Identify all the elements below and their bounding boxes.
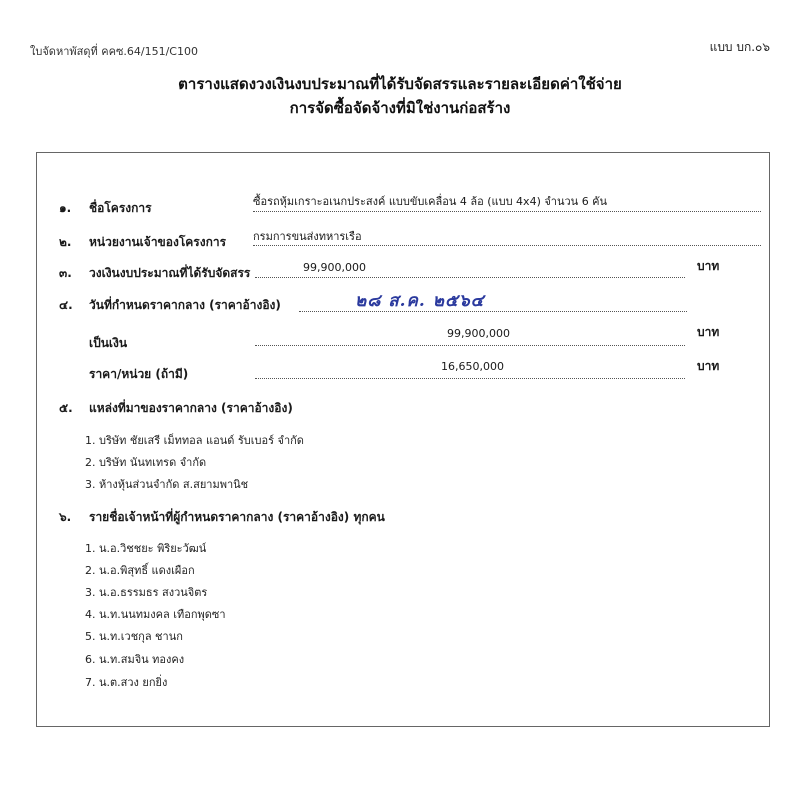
unit-price-unit: บาท: [697, 359, 720, 373]
officer-item: 3. น.อ.ธรรมธร สงวนจิตร: [85, 586, 208, 599]
owner-agency-value: กรมการขนส่งทหารเรือ: [253, 230, 362, 243]
price-source-item: 3. ห้างหุ้นส่วนจำกัด ส.สยามพานิช: [85, 478, 249, 491]
officer-item: 1. น.อ.วิชชยะ พิริยะวัฒน์: [85, 542, 207, 555]
amount-label: เป็นเงิน: [89, 336, 128, 350]
officer-item: 5. น.ท.เวชกุล ชานก: [85, 630, 183, 643]
item-4-number: ๔.: [59, 298, 73, 312]
project-name-value: ซื้อรถหุ้มเกราะอเนกประสงค์ แบบขับเคลื่อน 4 ล้อ (แบบ 4x4) จำนวน 6 คัน: [253, 195, 608, 208]
budget-value: 99,900,000: [303, 261, 366, 274]
reference-date-handwritten: ๒๘ ส.ค. ๒๕๖๔: [355, 291, 485, 311]
officer-item: 2. น.อ.พิสุทธิ์ แดงเผือก: [85, 564, 195, 577]
form-frame: [36, 152, 770, 727]
budget-unit: บาท: [697, 259, 720, 273]
item-5-number: ๕.: [59, 401, 73, 415]
owner-agency-dotted-line: [253, 245, 761, 246]
item-2-number: ๒.: [59, 235, 72, 249]
amount-dotted-line: [255, 345, 685, 346]
document-subtitle: การจัดซื้อจัดจ้างที่มิใช่งานก่อสร้าง: [289, 99, 511, 117]
reference-date-label: วันที่กำหนดราคากลาง (ราคาอ้างอิง): [89, 298, 281, 312]
item-6-number: ๖.: [59, 510, 72, 524]
price-source-item: 2. บริษัท นันทเทรด จำกัด: [85, 456, 207, 469]
form-code: แบบ บก.๐๖: [709, 40, 770, 54]
officers-label: รายชื่อเจ้าหน้าที่ผู้กำหนดราคากลาง (ราคาอ้างอิง) ทุกคน: [89, 510, 385, 524]
amount-unit: บาท: [697, 325, 720, 339]
budget-dotted-line: [255, 277, 685, 278]
unit-price-value: 16,650,000: [441, 360, 504, 373]
unit-price-label: ราคา/หน่วย (ถ้ามี): [89, 367, 189, 381]
form-reference: ใบจัดหาพัสดุที่ คคซ.64/151/C100: [30, 45, 198, 58]
budget-label: วงเงินงบประมาณที่ได้รับจัดสรร: [89, 266, 251, 280]
price-source-label: แหล่งที่มาของราคากลาง (ราคาอ้างอิง): [89, 401, 293, 415]
project-name-label: ชื่อโครงการ: [89, 201, 152, 215]
document-title: ตารางแสดงวงเงินงบประมาณที่ได้รับจัดสรรและรายละเอียดค่าใช้จ่าย: [178, 75, 622, 93]
item-3-number: ๓.: [59, 266, 72, 280]
amount-value: 99,900,000: [447, 327, 510, 340]
item-1-number: ๑.: [59, 201, 72, 215]
officer-item: 7. น.ต.สวง ยกยิ่ง: [85, 676, 168, 689]
officer-item: 6. น.ท.สมจิน ทองคง: [85, 653, 185, 666]
unit-price-dotted-line: [255, 378, 685, 379]
project-name-dotted-line: [253, 211, 761, 212]
officer-item: 4. น.ท.นนทมงคล เทือกพุดซา: [85, 608, 226, 621]
owner-agency-label: หน่วยงานเจ้าของโครงการ: [89, 235, 227, 249]
reference-date-dotted-line: [299, 311, 687, 312]
price-source-item: 1. บริษัท ชัยเสรี เม็ททอล แอนด์ รับเบอร์ จำกัด: [85, 434, 304, 447]
